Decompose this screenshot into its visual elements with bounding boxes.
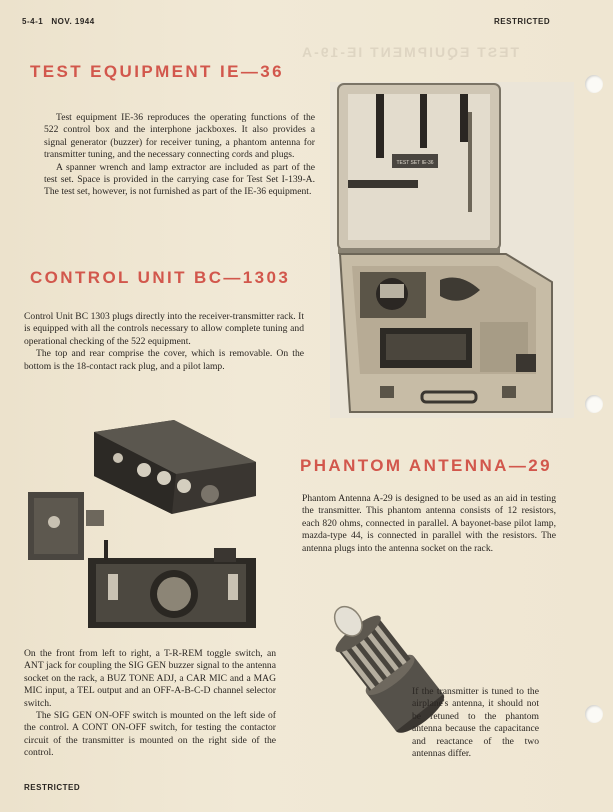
control-unit-photo (24, 414, 270, 634)
phantom-antenna-note (412, 686, 539, 760)
front-panel-text (24, 648, 276, 760)
case-tag-label: TEST SET IE-36 (396, 160, 434, 166)
phantom-antenna-text (302, 493, 556, 555)
front-panel-paragraph-2: The SIG GEN ON-OFF switch is mounted on the left side of the control. A CONT ON-OFF switch, for testing the contactor circuit of the transmitter is mounted on the right side of the control. (24, 710, 276, 759)
test-set-case-photo (330, 82, 574, 418)
punch-hole-middle (585, 395, 603, 413)
test-equipment-paragraph-2: A spanner wrench and lamp extractor are included as part of the test set. Space is provided in the carrying case for Test Set I-139-A. The test set, however, is not furnished as part of the IE-36 equipment. (44, 161, 315, 198)
control-unit-paragraph-2: The top and rear comprise the cover, which is removable. On the bottom is the 18-contact rack plug, and a pilot lamp. (24, 348, 304, 372)
test-equipment-paragraph-1: Test equipment IE-36 reproduces the operating functions of the 522 control box and the interphone jackboxes. It also provides a signal generator (buzzer) for receiver tuning, a phantom antenna for transmitter tuning, and the necessary connecting cords and plugs. (44, 112, 315, 161)
section-title-control-unit: CONTROL UNIT BC—1303 (30, 268, 291, 287)
classification-bottom: RESTRICTED (24, 783, 81, 792)
page-reference (22, 17, 95, 26)
phantom-antenna-note-text: If the transmitter is tuned to the airplane's antenna, it should not be retuned to the phantom antenna because the capacitance and reactance of the two antennas differ. (412, 686, 539, 760)
page-date: NOV. 1944 (51, 17, 95, 26)
bleed-through-title: TEST EQUIPMENT IE-19-A (300, 44, 520, 60)
control-unit-text (24, 311, 304, 373)
punch-hole-top (585, 75, 603, 93)
phantom-antenna-paragraph: Phantom Antenna A-29 is designed to be used as an aid in testing the transmitter. This phantom antenna consists of 12 resistors, each 820 ohms, connected in parallel. A bayonet-base pilot lamp, mazda-type 44, is connected in parallel with the resistors. The antenna plugs into the antenna socket on the rack. (302, 493, 556, 554)
punch-hole-bottom (585, 705, 603, 723)
classification-top: RESTRICTED (494, 17, 551, 26)
section-title-phantom-antenna: PHANTOM ANTENNA—29 (300, 456, 552, 475)
front-panel-paragraph-1: On the front from left to right, a T-R-REM toggle switch, an ANT jack for coupling the SIG GEN buzzer signal to the antenna socket on the rack, a BUZ TONE ADJ, a CAR MIC and a MAG MIC input, a TEL output and an OFF-A-B-C-D channel selector switch. (24, 648, 276, 709)
control-unit-paragraph-1: Control Unit BC 1303 plugs directly into the receiver-transmitter rack. It is equipped with all the controls necessary to allow complete tuning and operational checking of the 522 equipment. (24, 311, 304, 347)
page-number: 5-4-1 (22, 17, 44, 26)
test-equipment-text (44, 112, 315, 199)
section-title-test-equipment: TEST EQUIPMENT IE—36 (30, 62, 284, 81)
